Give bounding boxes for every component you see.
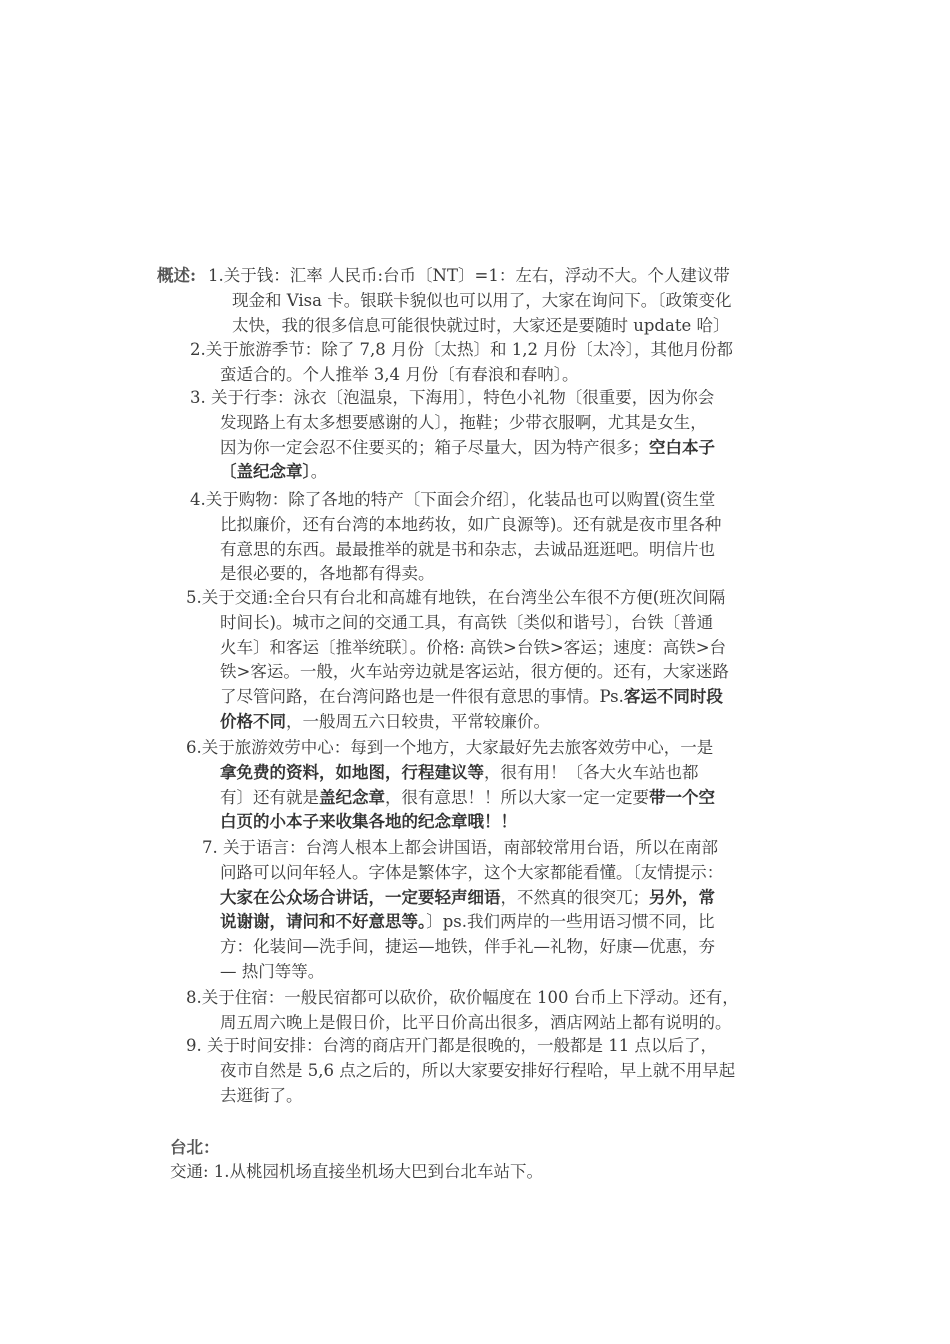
overview-item-4-line xyxy=(220,562,435,586)
emphasis-text: 拿免费的资料，如地图，行程建议等 xyxy=(220,762,484,782)
emphasis-text: 另外，常 xyxy=(649,887,715,907)
body-text: 5.关于交通:全台只有台北和高雄有地铁，在台湾坐公车很不方便(班次间隔 xyxy=(186,588,726,607)
body-text: 8.关于住宿：一般民宿都可以砍价，砍价幅度在 100 台币上下浮动。还有， xyxy=(186,988,739,1007)
body-text: 3. 关于行李：泳衣〔泡温泉，下海用〕，特色小礼物〔很重要，因为你会 xyxy=(190,388,715,407)
overview-item-7-line xyxy=(220,861,723,885)
overview-item-9-line xyxy=(186,1034,717,1058)
emphasis-text: 大家在公众场合讲话，一定要轻声细语 xyxy=(220,887,501,907)
overview-item-8-line xyxy=(186,986,739,1010)
overview-item-4-line xyxy=(220,538,715,562)
overview-item-8-line xyxy=(220,1011,732,1035)
overview-item-3-line xyxy=(220,436,715,460)
body-text: 周五周六晚上是假日价，比平日价高出很多，酒店网站上都有说明的。 xyxy=(220,1012,732,1032)
body-text: 7. 关于语言：台湾人根本上都会讲国语，南部较常用台语，所以在南部 xyxy=(202,838,718,857)
overview-item-5-line xyxy=(220,660,729,684)
body-text: 蛮适合的。个人推举 3,4 月份〔有春浪和春呐〕。 xyxy=(220,364,579,384)
overview-item-5-line xyxy=(220,611,713,635)
taipei-heading: 台北： xyxy=(170,1138,220,1157)
overview-item-3-line xyxy=(190,386,714,410)
emphasis-text: 〔盖纪念章〕 xyxy=(220,462,311,482)
overview-item-7-line xyxy=(220,935,715,959)
body-text: 太快，我的很多信息可能很快就过时，大家还是要随时 update 哈〕 xyxy=(232,315,730,335)
body-text: 9. 关于时间安排：台湾的商店开门都是很晚的，一般都是 11 点以后了， xyxy=(186,1036,717,1055)
body-text: 发现路上有太多想要感谢的人〕，拖鞋；少带衣服啊，尤其是女生， xyxy=(220,412,707,432)
emphasis-text: 带一个空 xyxy=(649,787,715,807)
body-text: 去逛街了。 xyxy=(220,1085,303,1105)
overview-item-7-line xyxy=(220,886,715,910)
body-text: 时间长)。城市之间的交通工具，有高铁〔类似和谐号〕，台铁〔普通 xyxy=(220,612,714,632)
overview-item-9-line xyxy=(220,1084,303,1108)
overview-item-1-line xyxy=(208,264,730,288)
emphasis-text: 价格不同 xyxy=(220,712,286,731)
overview-item-4-line xyxy=(220,513,721,537)
overview-item-2-line xyxy=(220,363,578,387)
body-text: 火车〕和客运〔推举统联〕。价格: 高铁>台铁>客运；速度：高铁>台 xyxy=(220,637,727,657)
body-text: 现金和 Visa 卡。银联卡貌似也可以用了，大家在询问下。〔政策变化 xyxy=(232,290,732,310)
body-text: 铁>客运。一般，火车站旁边就是客运站，很方便的。还有，大家迷路 xyxy=(220,662,729,682)
overview-item-1-line xyxy=(232,289,731,313)
body-text: 了尽管问路，在台湾问路也是一件很有意思的事情。Ps. xyxy=(220,687,624,707)
overview-item-3-line xyxy=(220,411,707,435)
body-text: 因为你一定会忍不住要买的；箱子尽量大，因为特产很多； xyxy=(220,437,649,457)
body-text: 1.关于钱：汇率 人民币:台币〔NT〕=1：左右，浮动不大。个人建议带 xyxy=(208,266,730,285)
overview-item-7-line xyxy=(220,910,715,934)
overview-item-5-line xyxy=(220,636,726,660)
taipei-transport-line: 交通: 1.从桃园机场直接坐机场大巴到台北车站下。 xyxy=(170,1162,544,1181)
overview-item-6-line xyxy=(220,786,715,810)
body-text: 方：化装间—洗手间，捷运—地铁，伴手礼—礼物，好康—优惠，夯 xyxy=(220,937,715,957)
emphasis-text: 空白本子 xyxy=(649,437,715,457)
body-text: 6.关于旅游效劳中心：每到一个地方，大家最好先去旅客效劳中心，一是 xyxy=(186,738,714,757)
emphasis-text: 盖纪念章 xyxy=(319,787,385,807)
overview-item-5-line xyxy=(186,586,725,610)
overview-item-9-line xyxy=(220,1059,735,1083)
body-text: 有意思的东西。最最推举的就是书和杂志，去诚品逛逛吧。明信片也 xyxy=(220,539,715,559)
overview-item-6-line xyxy=(220,810,517,834)
overview-item-7-line xyxy=(220,960,324,984)
body-text: 问路可以问年轻人。字体是繁体字，这个大家都能看懂。〔友情提示： xyxy=(220,862,724,882)
overview-item-4-line xyxy=(190,488,715,512)
overview-label: 概述: xyxy=(157,266,197,285)
body-text: — 热门等等。 xyxy=(220,962,325,981)
overview-item-3-line xyxy=(220,460,327,484)
overview-item-1-line xyxy=(232,314,729,338)
body-text: 比拟廉价，还有台湾的本地药妆，如广良源等)。还有就是夜市里各种 xyxy=(220,514,722,534)
body-text: ，不然真的很突兀； xyxy=(500,887,649,907)
body-text: 是很必要的，各地都有得卖。 xyxy=(220,564,435,584)
overview-item-6-line xyxy=(220,761,699,785)
overview-item-2-line xyxy=(190,338,733,362)
body-text: 夜市自然是 5,6 点之后的，所以大家要安排好行程哈，早上就不用早起 xyxy=(220,1060,736,1080)
body-text: 有〕还有就是 xyxy=(220,787,319,807)
body-text: 4.关于购物：除了各地的特产〔下面会介绍〕，化装品也可以购置(资生堂 xyxy=(190,490,716,509)
emphasis-text: 说谢谢，请问和不好意思等。 xyxy=(220,912,427,932)
overview-item-5-line xyxy=(220,685,723,709)
overview-item-7-line xyxy=(202,836,718,860)
emphasis-text: 白页的小本子来收集各地的纪念章哦！！ xyxy=(220,812,517,832)
body-text: ，很有意思！！所以大家一定一定要 xyxy=(385,787,649,807)
emphasis-text: 客运不同时段 xyxy=(623,687,723,707)
overview-item-6-line xyxy=(186,736,713,760)
body-text: 。 xyxy=(310,462,328,482)
body-text: ，一般周五六日较贵，平常较廉价。 xyxy=(286,712,550,731)
body-text: 2.关于旅游季节：除了 7,8 月份〔太热〕和 1,2 月份〔太冷〕，其他月份都 xyxy=(190,340,733,359)
body-text: 〕ps.我们两岸的一些用语习惯不同，比 xyxy=(426,912,715,932)
overview-item-5-line xyxy=(220,710,550,734)
body-text: ，很有用！〔各大火车站也都 xyxy=(484,762,699,782)
